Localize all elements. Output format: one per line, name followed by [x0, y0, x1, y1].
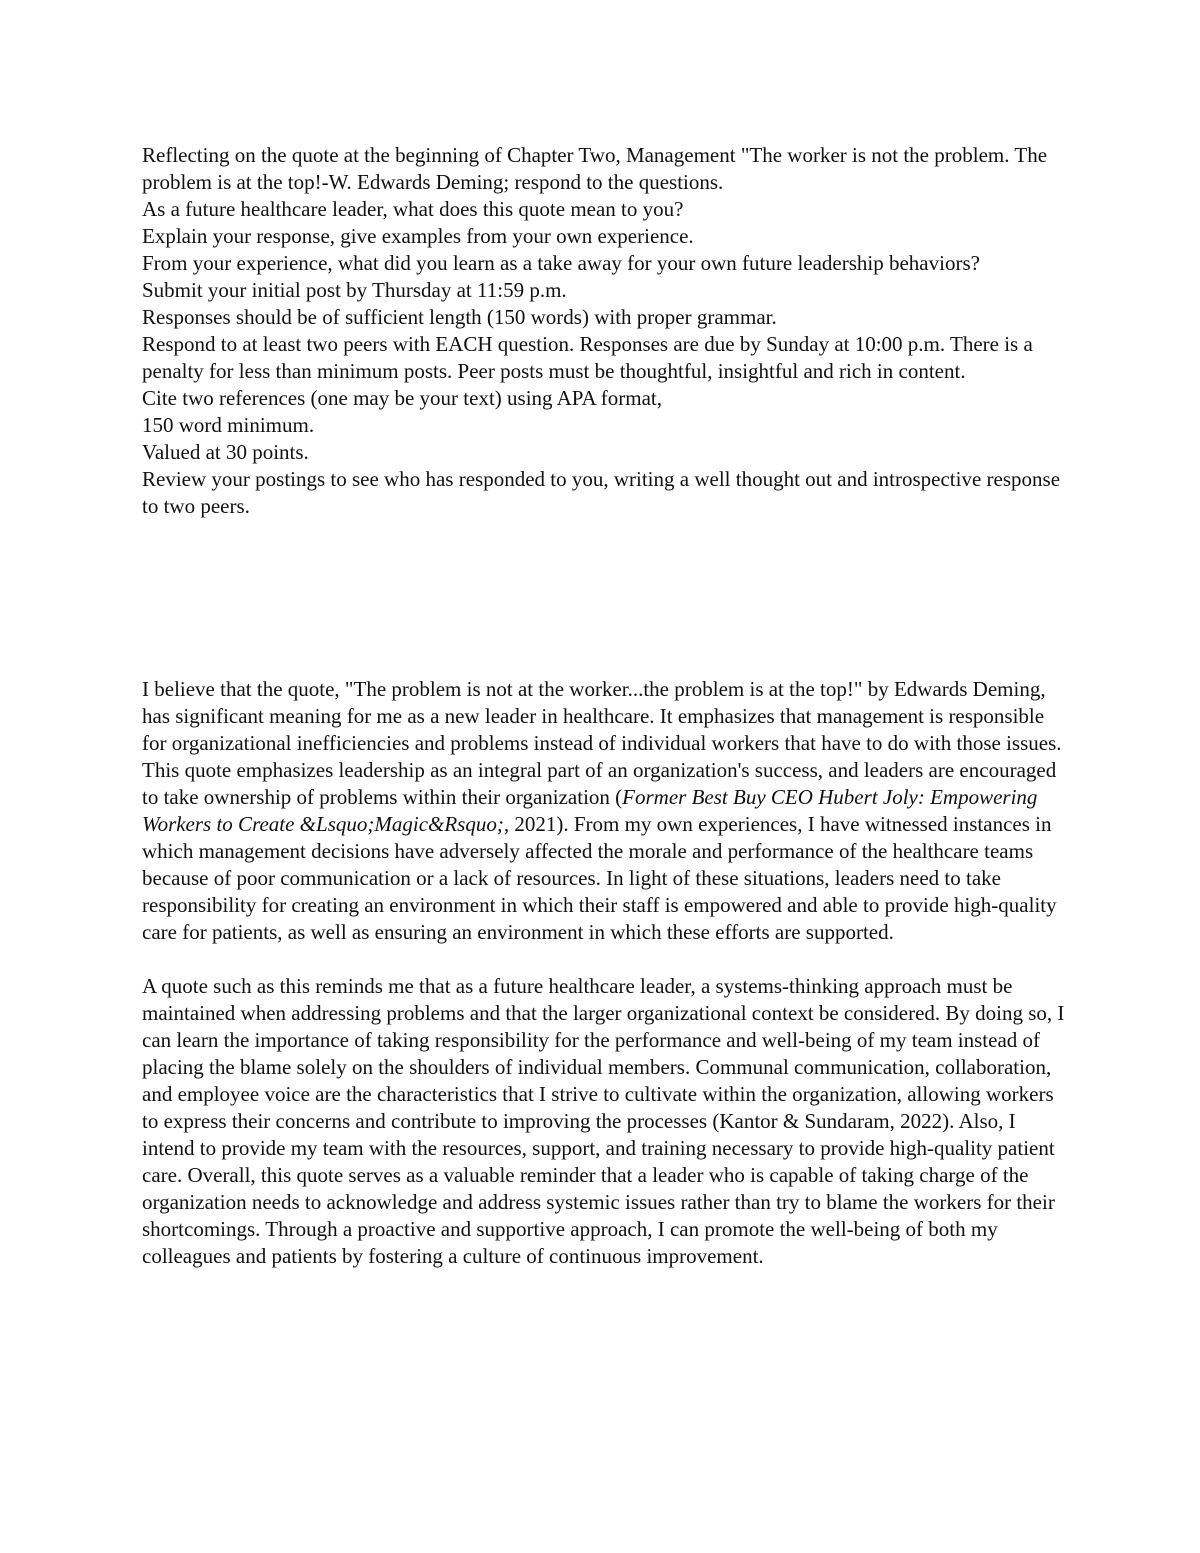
prompt-peer-responses: Respond to at least two peers with EACH question. Responses are due by Sunday at 10:00 p.m. There is a penalty for less than minimum posts. Peer posts must be thoughtful, insightful and rich in content. — [142, 332, 1033, 383]
paragraph-1-text: I believe that the quote, "The problem is not at the worker...the problem is at the top!" by Edwards Deming, has significant meaning for me as a new leader in healthcare. It emphasizes that management is responsible for organizational inefficiencies and problems instead of individual workers that have to do with those issues. This quote emphasizes leadership as an integral part of an organization's success, and leaders are encouraged to take ownership of problems within their organization ( — [142, 677, 1062, 809]
response-paragraph-1 — [142, 676, 1072, 946]
prompt-explain-response: Explain your response, give examples from your own experience. — [142, 224, 694, 248]
prompt-points-value: Valued at 30 points. — [142, 440, 309, 464]
prompt-question-meaning: As a future healthcare leader, what does this quote mean to you? — [142, 197, 684, 221]
citation-title: Former Best Buy CEO Hubert Joly: Empowering Workers to Create &Lsquo;Magic&Rsquo; — [142, 785, 1038, 836]
prompt-references: Cite two references (one may be your text) using APA format, — [142, 386, 663, 410]
paragraph-1-continuation: , 2021). From my own experiences, I have witnessed instances in which management decisions have adversely affected the morale and performance of the healthcare teams because of poor communication or a lack of resources. In light of these situations, leaders need to take responsibility for creating an environment in which their staff is empowered and able to provide high-quality care for patients, as well as ensuring an environment in which these efforts are supported. — [142, 812, 1057, 944]
prompt-quote-line: Reflecting on the quote at the beginning of Chapter Two, Management "The worker is not the problem. The problem is at the top!-W. Edwards Deming; respond to the questions. — [142, 143, 1048, 194]
response-body — [142, 676, 1072, 1270]
prompt-review-postings: Review your postings to see who has responded to you, writing a well thought out and introspective response to two peers. — [142, 467, 1061, 518]
response-paragraph-2: A quote such as this reminds me that as a future healthcare leader, a systems-thinking approach must be maintained when addressing problems and that the larger organizational context be considered. By doing so, I can learn the importance of taking responsibility for the performance and well-being of my team instead of placing the blame solely on the shoulders of individual members. Communal communication, collaboration, and employee voice are the characteristics that I strive to cultivate within the organization, allowing workers to express their concerns and contribute to improving the processes (Kantor & Sundaram, 2022). Also, I intend to provide my team with the resources, support, and training necessary to provide high-quality patient care. Overall, this quote serves as a valuable reminder that a leader who is capable of taking charge of the organization needs to acknowledge and address systemic issues rather than try to blame the workers for their shortcomings. Through a proactive and supportive approach, I can promote the well-being of both my colleagues and patients by fostering a culture of continuous improvement. — [142, 974, 1065, 1268]
prompt-word-minimum: 150 word minimum. — [142, 413, 315, 437]
assignment-prompt — [142, 142, 1072, 520]
prompt-response-length: Responses should be of sufficient length (150 words) with proper grammar. — [142, 305, 777, 329]
prompt-initial-post-deadline: Submit your initial post by Thursday at 11:59 p.m. — [142, 278, 567, 302]
prompt-takeaway-question: From your experience, what did you learn as a take away for your own future leadership behaviors? — [142, 251, 980, 275]
